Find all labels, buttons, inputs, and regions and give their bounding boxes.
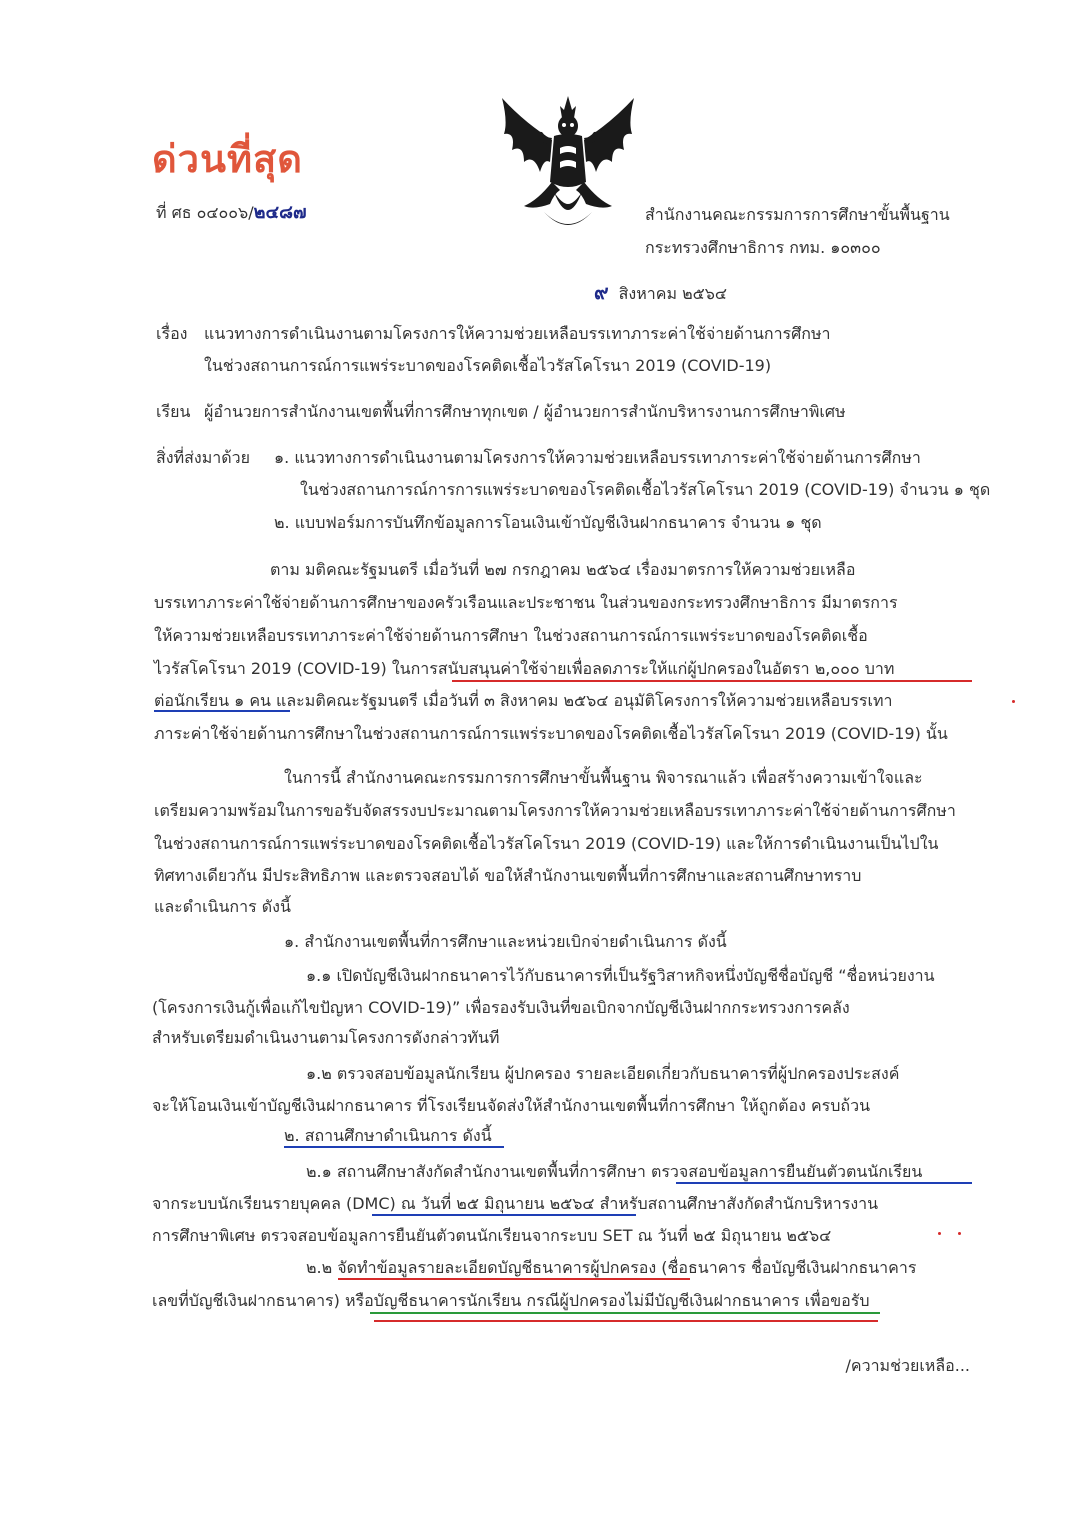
section-2-2-line: ๒.๒ จัดทำข้อมูลรายละเอียดบัญชีธนาคารผู้ปกครอง (ชื่อธนาคาร ชื่อบัญชีเงินฝากธนาคาร: [306, 1258, 917, 1277]
section-1-1-line: (โครงการเงินกู้เพื่อแก้ไขปัญหา COVID-19)” เพื่อรองรับเงินที่ขอเบิกจากบัญชีเงินฝากกระทรวงการคลัง: [152, 998, 850, 1017]
red-underline: [374, 1320, 878, 1322]
subject-line-2: ในช่วงสถานการณ์การแพร่ระบาดของโรคติดเชื้อไวรัสโคโรนา 2019 (COVID-19): [204, 356, 772, 375]
section-2-1-line: การศึกษาพิเศษ ตรวจสอบข้อมูลการยืนยันตัวตนนักเรียนจากระบบ SET ณ วันที่ ๒๕ มิถุนายน ๒๕๖๔: [152, 1226, 832, 1245]
section-1-2-line: ๑.๒ ตรวจสอบข้อมูลนักเรียน ผู้ปกครอง รายละเอียดเกี่ยวกับธนาคารที่ผู้ปกครองประสงค์: [306, 1064, 900, 1083]
blue-underline: [154, 710, 290, 712]
garuda-emblem: [494, 92, 642, 240]
paragraph-1-line: ตาม มติคณะรัฐมนตรี เมื่อวันที่ ๒๗ กรกฎาคม ๒๕๖๔ เรื่องมาตรการให้ความช่วยเหลือ: [270, 560, 856, 579]
date-day-handwritten: ๙: [594, 280, 609, 304]
green-underline: [370, 1312, 880, 1314]
paragraph-1-line: ต่อนักเรียน ๑ คน และมติคณะรัฐมนตรี เมื่อวันที่ ๓ สิงหาคม ๒๕๖๔ อนุมัติโครงการให้ความช่วยเหลือบรรเทา: [154, 691, 893, 710]
subject-line-1: แนวทางการดำเนินงานตามโครงการให้ความช่วยเหลือบรรเทาภาระค่าใช้จ่ายด้านการศึกษา: [204, 324, 831, 343]
addressee-label: เรียน: [156, 402, 191, 421]
section-1-1-line: ๑.๑ เปิดบัญชีเงินฝากธนาคารไว้กับธนาคารที่เป็นรัฐวิสาหกิจหนึ่งบัญชีชื่อบัญชี “ชื่อหน่วยงาน: [306, 966, 935, 985]
paragraph-2-line: และดำเนินการ ดังนี้: [154, 897, 291, 916]
document-date: [594, 276, 727, 308]
blue-underline: [284, 1146, 504, 1148]
blue-underline: [676, 1182, 972, 1184]
paragraph-2-line: เตรียมความพร้อมในการขอรับจัดสรรงบประมาณตามโครงการให้ความช่วยเหลือบรรเทาภาระค่าใช้จ่ายด้านการศึกษา: [154, 801, 956, 820]
section-1-2-line: จะให้โอนเงินเข้าบัญชีเงินฝากธนาคาร ที่โรงเรียนจัดส่งให้สำนักงานเขตพื้นที่การศึกษา ให้ถูกต้อง ครบถ้วน: [152, 1096, 871, 1115]
section-1-heading: ๑. สำนักงานเขตพื้นที่การศึกษาและหน่วยเบิกจ่ายดำเนินการ ดังนี้: [284, 932, 727, 951]
paragraph-1-line: ให้ความช่วยเหลือบรรเทาภาระค่าใช้จ่ายด้านการศึกษา ในช่วงสถานการณ์การแพร่ระบาดของโรคติดเชื้อ: [154, 626, 868, 645]
date-month-year: สิงหาคม ๒๕๖๔: [618, 284, 728, 303]
paragraph-2-line: ในการนี้ สำนักงานคณะกรรมการการศึกษาขั้นพื้นฐาน พิจารณาแล้ว เพื่อสร้างความเข้าใจและ: [284, 768, 923, 787]
continued-next-page: /ความช่วยเหลือ...: [845, 1356, 970, 1375]
enclosures-label: สิ่งที่ส่งมาด้วย: [156, 448, 250, 467]
enclosure-2: ๒. แบบฟอร์มการบันทึกข้อมูลการโอนเงินเข้าบัญชีเงินฝากธนาคาร จำนวน ๑ ชุด: [274, 513, 822, 532]
section-2-1-line: จากระบบนักเรียนรายบุคคล (DMC) ณ วันที่ ๒๕ มิถุนายน ๒๕๖๔ สำหรับสถานศึกษาสังกัดสำนักบริหารงาน: [152, 1194, 879, 1213]
blue-underline: [372, 1214, 636, 1216]
enclosure-1-line-1: ๑. แนวทางการดำเนินงานตามโครงการให้ความช่วยเหลือบรรเทาภาระค่าใช้จ่ายด้านการศึกษา: [274, 448, 921, 467]
section-1-1-line: สำหรับเตรียมดำเนินงานตามโครงการดังกล่าวทันที: [152, 1028, 500, 1047]
paragraph-1-line: บรรเทาภาระค่าใช้จ่ายด้านการศึกษาของครัวเรือนและประชาชน ในส่วนของกระทรวงศึกษาธิการ มีมาตรการ: [154, 593, 898, 612]
section-2-heading: ๒. สถานศึกษาดำเนินการ ดังนี้: [284, 1126, 492, 1145]
section-2-1-line: ๒.๑ สถานศึกษาสังกัดสำนักงานเขตพื้นที่การศึกษา ตรวจสอบข้อมูลการยืนยันตัวตนนักเรียน: [306, 1162, 923, 1181]
org-address: กระทรวงศึกษาธิการ กทม. ๑๐๓๐๐: [645, 238, 881, 257]
addressee-text: ผู้อำนวยการสำนักงานเขตพื้นที่การศึกษาทุกเขต / ผู้อำนวยการสำนักบริหารงานการศึกษาพิเศษ: [204, 402, 846, 421]
subject-label: เรื่อง: [156, 324, 188, 343]
org-name: สำนักงานคณะกรรมการการศึกษาขั้นพื้นฐาน: [645, 205, 950, 224]
reference-handwritten-number: ๒๔๘๗: [253, 202, 307, 223]
paragraph-2-line: ในช่วงสถานการณ์การแพร่ระบาดของโรคติดเชื้อไวรัสโคโรนา 2019 (COVID-19) และให้การดำเนินงานเป็นไปใน: [154, 834, 939, 853]
urgency-stamp: ด่วนที่สุด: [152, 137, 303, 181]
ink-dot: [938, 1232, 941, 1235]
reference-number: [156, 197, 307, 226]
section-2-2-line: เลขที่บัญชีเงินฝากธนาคาร) หรือบัญชีธนาคารนักเรียน กรณีผู้ปกครองไม่มีบัญชีเงินฝากธนาคาร เพื่อขอรับ: [152, 1291, 870, 1310]
red-underline: [452, 680, 972, 682]
reference-prefix: ที่ ศธ ๐๔๐๐๖/: [156, 203, 254, 222]
ink-dot: [958, 1232, 961, 1235]
ink-dot: [1012, 700, 1015, 703]
paragraph-1-line: ภาระค่าใช้จ่ายด้านการศึกษาในช่วงสถานการณ์การแพร่ระบาดของโรคติดเชื้อไวรัสโคโรนา 2019 (COVID-19) นั้น: [154, 724, 948, 743]
paragraph-1-line: ไวรัสโคโรนา 2019 (COVID-19) ในการสนับสนุนค่าใช้จ่ายเพื่อลดภาระให้แก่ผู้ปกครองในอัตรา ๒,๐๐๐ บาท: [154, 659, 895, 678]
red-underline: [338, 1278, 690, 1280]
enclosure-1-line-2: ในช่วงสถานการณ์การการแพร่ระบาดของโรคติดเชื้อไวรัสโคโรนา 2019 (COVID-19) จำนวน ๑ ชุด: [300, 480, 991, 499]
paragraph-2-line: ทิศทางเดียวกัน มีประสิทธิภาพ และตรวจสอบได้ ขอให้สำนักงานเขตพื้นที่การศึกษาและสถานศึกษาทราบ: [154, 866, 862, 885]
